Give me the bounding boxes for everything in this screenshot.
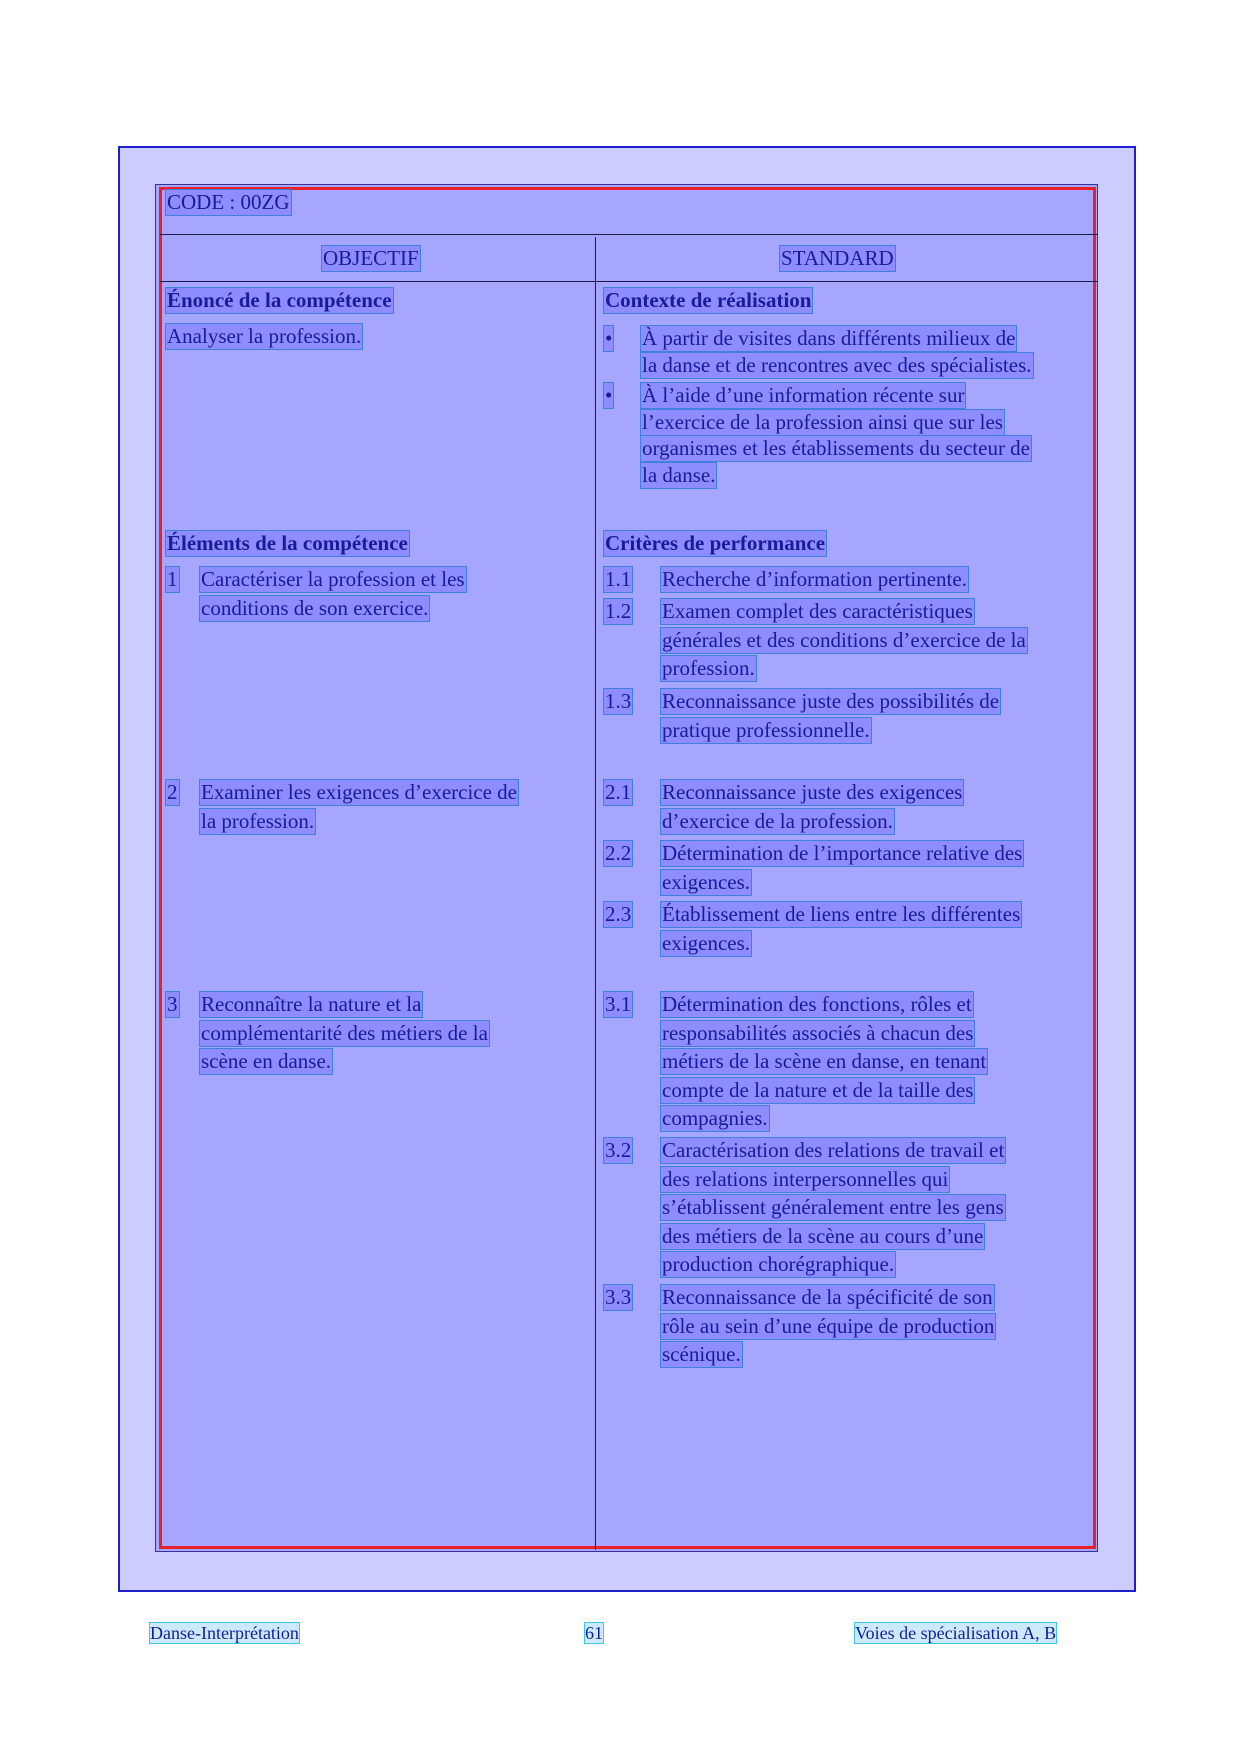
critere-text: Reconnaissance juste des exigences bbox=[662, 780, 963, 804]
critere-number: 1.2 bbox=[605, 599, 632, 623]
contexte-text: l’exercice de la profession ainsi que sur les bbox=[642, 409, 1003, 434]
code-label: CODE : 00ZG bbox=[167, 190, 290, 214]
element-text: Reconnaître la nature et la bbox=[201, 992, 422, 1016]
element-text: complémentarité des métiers de la bbox=[201, 1020, 488, 1045]
footer-left: Danse-Interprétation bbox=[150, 1623, 299, 1643]
criteres-heading: Critères de performance bbox=[605, 531, 826, 555]
header-divider bbox=[160, 234, 1098, 235]
critere-text: Reconnaissance de la spécificité de son bbox=[662, 1285, 993, 1309]
contexte-text: À l’aide d’une information récente sur bbox=[642, 383, 965, 407]
critere-text: Reconnaissance juste des possibilités de bbox=[662, 689, 1000, 713]
critere-text: compte de la nature et de la taille des bbox=[662, 1077, 974, 1102]
critere-text: responsabilités associés à chacun des bbox=[662, 1020, 974, 1045]
critere-number: 1.1 bbox=[605, 567, 632, 591]
column-header-standard: STANDARD bbox=[781, 246, 894, 270]
element-number: 3 bbox=[167, 992, 178, 1016]
bullet-icon: • bbox=[605, 326, 613, 350]
critere-text: exigences. bbox=[662, 930, 751, 955]
contexte-heading: Contexte de réalisation bbox=[605, 288, 812, 312]
elements-heading: Éléments de la compétence bbox=[167, 531, 408, 555]
element-text: Examiner les exigences d’exercice de bbox=[201, 780, 517, 804]
critere-number: 2.1 bbox=[605, 780, 632, 804]
critere-number: 1.3 bbox=[605, 689, 632, 713]
element-text: la profession. bbox=[201, 808, 315, 833]
column-header-divider bbox=[160, 281, 1098, 282]
critere-text: production chorégraphique. bbox=[662, 1252, 895, 1276]
critere-text: générales et des conditions d’exercice de la bbox=[662, 627, 1026, 652]
critere-number: 2.2 bbox=[605, 841, 632, 865]
critere-number: 3.2 bbox=[605, 1138, 632, 1162]
element-text: conditions de son exercice. bbox=[201, 595, 429, 620]
enonce-text: Analyser la profession. bbox=[167, 324, 362, 348]
column-header-objectif: OBJECTIF bbox=[323, 246, 419, 270]
element-number: 2 bbox=[167, 780, 178, 804]
element-number: 1 bbox=[167, 567, 178, 591]
critere-number: 3.1 bbox=[605, 992, 632, 1016]
critere-text: pratique professionnelle. bbox=[662, 717, 870, 742]
critere-text: exigences. bbox=[662, 869, 751, 894]
element-text: Caractériser la profession et les bbox=[201, 567, 465, 591]
critere-text: métiers de la scène en danse, en tenant bbox=[662, 1049, 987, 1073]
contexte-text: la danse. bbox=[642, 462, 716, 487]
critere-text: s’établissent généralement entre les gens bbox=[662, 1195, 1004, 1219]
critere-number: 3.3 bbox=[605, 1285, 632, 1309]
enonce-heading: Énoncé de la compétence bbox=[167, 288, 392, 312]
contexte-text: À partir de visites dans différents milieux de bbox=[642, 326, 1016, 350]
critere-text: Recherche d’information pertinente. bbox=[662, 567, 967, 591]
critere-text: Examen complet des caractéristiques bbox=[662, 599, 973, 623]
critere-text: d’exercice de la profession. bbox=[662, 808, 893, 833]
contexte-text: la danse et de rencontres avec des spécialistes. bbox=[642, 352, 1032, 377]
critere-text: Détermination des fonctions, rôles et bbox=[662, 992, 972, 1016]
footer-right: Voies de spécialisation A, B bbox=[855, 1623, 1057, 1643]
critere-text: des métiers de la scène au cours d’une bbox=[662, 1223, 984, 1248]
critere-text: des relations interpersonnelles qui bbox=[662, 1166, 949, 1191]
critere-text: Établissement de liens entre les différentes bbox=[662, 902, 1021, 926]
column-divider bbox=[595, 237, 596, 1550]
critere-text: compagnies. bbox=[662, 1106, 768, 1130]
critere-text: Caractérisation des relations de travail et bbox=[662, 1138, 1005, 1162]
critere-text: profession. bbox=[662, 656, 755, 680]
bullet-icon: • bbox=[605, 383, 613, 407]
critere-text: Détermination de l’importance relative des bbox=[662, 841, 1023, 865]
critere-number: 2.3 bbox=[605, 902, 632, 926]
element-text: scène en danse. bbox=[201, 1049, 332, 1073]
critere-text: rôle au sein d’une équipe de production bbox=[662, 1313, 995, 1338]
footer-page-number: 61 bbox=[585, 1623, 603, 1643]
critere-text: scénique. bbox=[662, 1342, 741, 1366]
contexte-text: organismes et les établissements du secteur de bbox=[642, 436, 1031, 460]
